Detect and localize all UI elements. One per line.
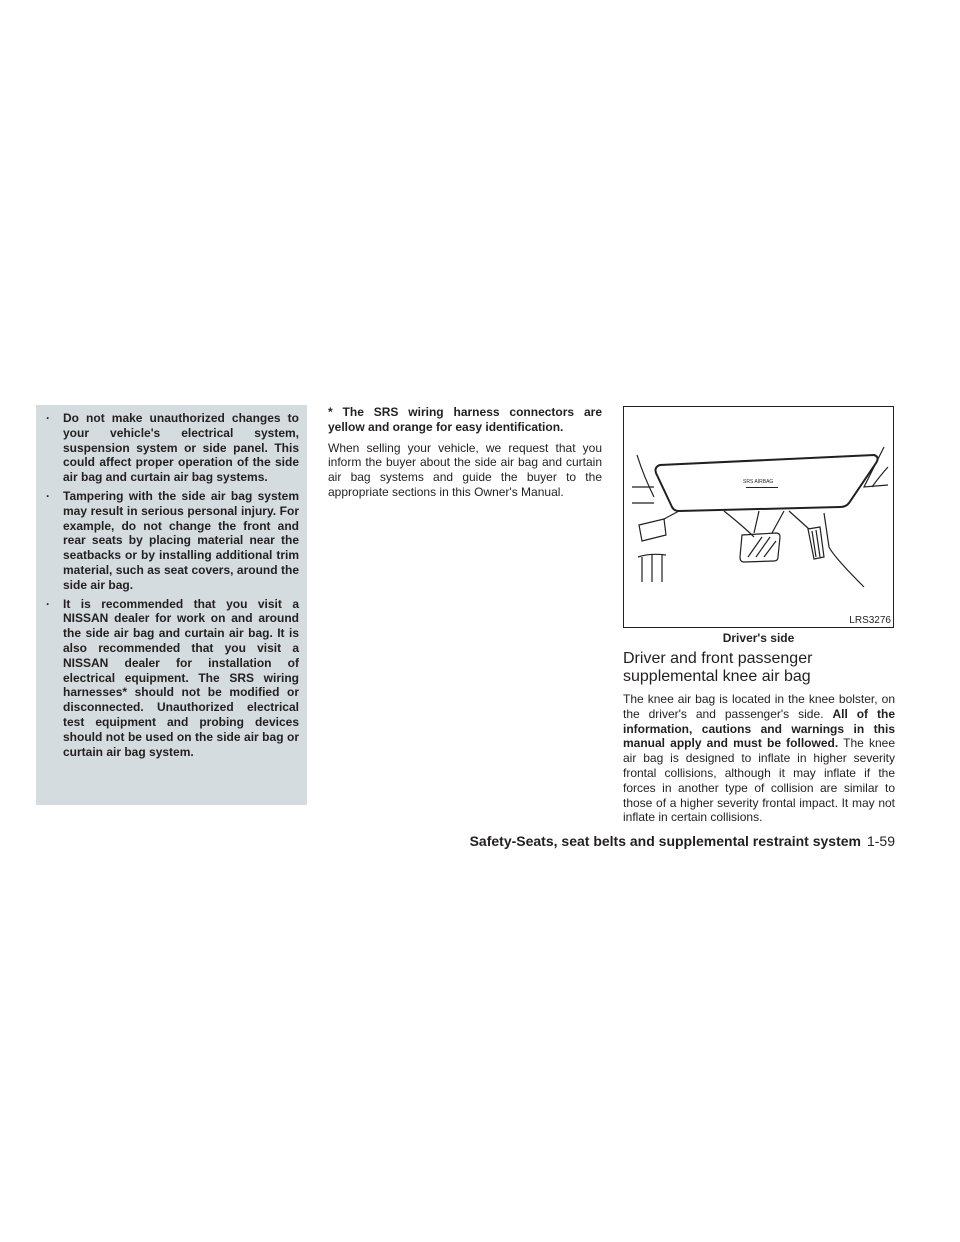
- body-text: The knee air bag is located in the knee bolster, on the driver's and passenger's side.: [623, 692, 895, 721]
- knee-airbag-illustration: [623, 406, 894, 628]
- warning-text: Tampering with the side air bag system may result in serious personal injury. For example, do not change the front and rear seats by placing material near the seatbacks or by installing additional trim material, such as seat covers, around the side air bag.: [63, 488, 299, 592]
- section-heading: Driver and front passenger supplemental knee air bag: [623, 650, 813, 685]
- page-footer: [470, 833, 895, 849]
- knee-airbag-section: [623, 650, 895, 825]
- bullet: ·: [46, 411, 50, 425]
- body-bold-text: All of the information, cautions and warnings in this manual apply and must be followed.: [623, 706, 895, 751]
- srs-airbag-label: SRS AIRBAG: [743, 479, 774, 485]
- warning-box: [36, 405, 307, 805]
- selling-paragraph: When selling your vehicle, we request that you inform the buyer about the side air bag and curtain air bag systems and guide the buyer to the appropriate sections in this Owner's Manual.: [328, 440, 602, 499]
- bullet: ·: [46, 596, 50, 611]
- warning-text: It is recommended that you visit a NISSAN dealer for work on and around the side air bag and curtain air bag. It is also recommended that you visit a NISSAN dealer for installation of electrical equipment. The SRS wiring harnesses* should not be modified or disconnected. Unauthorized electrical test equipment and probing devices should not be used on the side air bag or curtain air bag system.: [63, 596, 299, 759]
- bullet: ·: [46, 488, 50, 503]
- figure-caption: Driver's side: [722, 631, 795, 645]
- wiring-note: * The SRS wiring harness connectors are yellow and orange for easy identification.: [328, 405, 602, 434]
- figure-code: LRS3276: [849, 615, 891, 626]
- chapter-title: Safety-Seats, seat belts and supplemental restraint system: [469, 833, 861, 849]
- knee-airbag-paragraph: [623, 692, 895, 825]
- dashboard-pedals-drawing: [624, 407, 893, 627]
- warning-item: [44, 597, 299, 760]
- warning-text: Do not make unauthorized changes to your vehicle's electrical system, suspension system or side panel. This could affect proper operation of the side air bag and curtain air bag systems.: [63, 411, 299, 485]
- page-number: 1-59: [866, 833, 895, 849]
- middle-column: [328, 405, 602, 500]
- warning-item: [44, 489, 299, 593]
- warning-item: [44, 411, 299, 485]
- body-text: The knee air bag is designed to inflate in higher severity frontal collisions, although it may inflate if the forces in another type of collision are similar to those of a higher severity frontal impact. It may not inflate in certain collisions.: [623, 736, 895, 825]
